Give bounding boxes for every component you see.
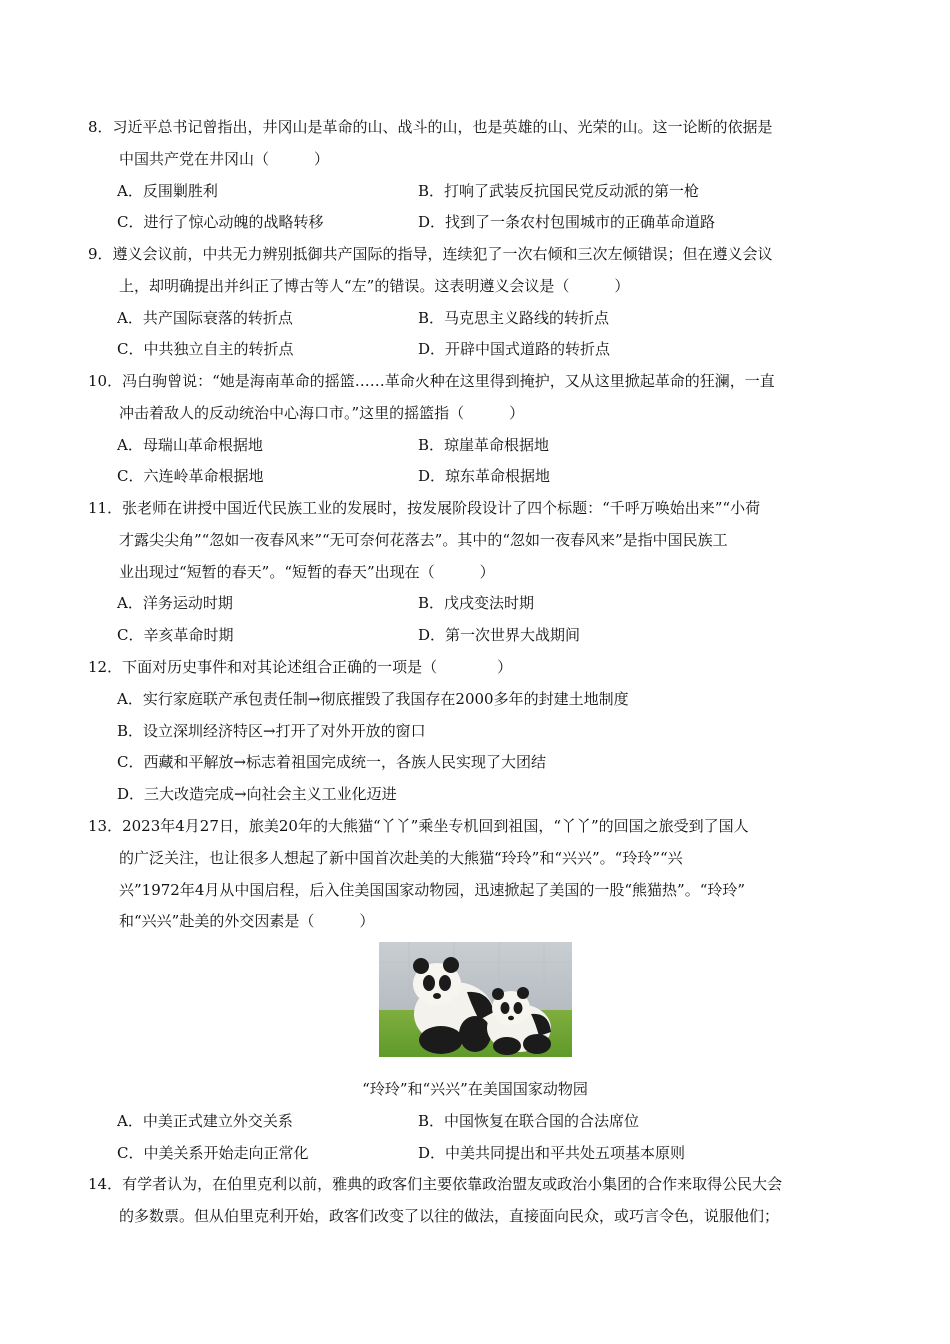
option-b[interactable]: B．设立深圳经济特区→打开了对外开放的窗口 xyxy=(117,721,426,740)
option-c[interactable]: C．中美关系开始走向正常化 xyxy=(117,1143,309,1162)
panda-photo xyxy=(379,942,572,1057)
option-row xyxy=(88,1106,858,1138)
option-row xyxy=(88,303,858,335)
question-12 xyxy=(88,652,858,811)
option-c[interactable]: C．西藏和平解放→标志着祖国完成统一，各族人民实现了大团结 xyxy=(117,753,547,772)
question-stem: 业出现过“短暂的春天”。“短暂的春天”出现在（ ） xyxy=(119,562,495,581)
option-a[interactable]: A．实行家庭联产承包责任制→彻底摧毁了我国存在2000多年的封建土地制度 xyxy=(117,689,629,708)
option-a[interactable]: A．洋务运动时期 xyxy=(117,594,233,613)
option-row xyxy=(88,588,858,620)
question-8 xyxy=(88,112,858,239)
question-stem: 中国共产党在井冈山（ ） xyxy=(119,149,330,168)
question-stem: 8．习近平总书记曾指出，井冈山是革命的山、战斗的山，也是英雄的山、光荣的山。这一论断的依据是 xyxy=(88,118,773,136)
option-c[interactable]: C．进行了惊心动魄的战略转移 xyxy=(117,213,324,232)
option-b[interactable]: B．戊戌变法时期 xyxy=(418,594,535,613)
option-c[interactable]: C．辛亥革命时期 xyxy=(117,626,234,645)
question-stem: 14．有学者认为，在伯里克利以前，雅典的政客们主要依靠政治盟友或政治小集团的合作来取得公民大会 xyxy=(88,1175,783,1193)
option-d[interactable]: D．三大改造完成→向社会主义工业化迈进 xyxy=(117,785,397,804)
option-row xyxy=(88,334,858,366)
question-stem: 9．遵义会议前，中共无力辨别抵御共产国际的指导，连续犯了一次右倾和三次左倾错误；但在遵义会议 xyxy=(88,245,773,263)
option-d[interactable]: D．第一次世界大战期间 xyxy=(418,626,581,645)
option-row xyxy=(88,716,858,748)
option-row xyxy=(88,207,858,239)
option-a[interactable]: A．母瑞山革命根据地 xyxy=(117,435,263,454)
question-10 xyxy=(88,366,858,493)
question-11 xyxy=(88,493,858,652)
question-stem: 10．冯白驹曾说：“她是海南革命的摇篮……革命火种在这里得到掩护，又从这里掀起革命的狂澜，一直 xyxy=(88,372,775,390)
option-d[interactable]: D．中美共同提出和平共处五项基本原则 xyxy=(418,1143,686,1162)
question-9 xyxy=(88,239,858,366)
option-d[interactable]: D．找到了一条农村包围城市的正确革命道路 xyxy=(418,213,716,232)
option-c[interactable]: C．六连岭革命根据地 xyxy=(117,467,264,486)
photo-caption: “玲玲”和“兴兴”在美国国家动物园 xyxy=(362,1080,588,1098)
question-stem: 的多数票。但从伯里克利开始，政客们改变了以往的做法，直接面向民众，或巧言令色，说服他们； xyxy=(119,1206,780,1225)
option-row xyxy=(88,430,858,462)
option-a[interactable]: A．反围剿胜利 xyxy=(117,181,218,200)
option-b[interactable]: B．琼崖革命根据地 xyxy=(418,435,550,454)
question-stem: 上，却明确提出并纠正了博古等人“左”的错误。这表明遵义会议是（ ） xyxy=(119,276,630,295)
question-stem: 13．2023年4月27日，旅美20年的大熊猫“丫丫”乘坐专机回到祖国，“丫丫”的回国之旅受到了国人 xyxy=(88,817,749,835)
question-stem: 才露尖尖角”“忽如一夜春风来”“无可奈何花落去”。其中的“忽如一夜春风来”是指中国民族工 xyxy=(119,530,728,549)
question-stem: 兴”1972年4月从中国启程，后入住美国国家动物园，迅速掀起了美国的一股“熊猫热”。“玲玲” xyxy=(119,880,746,899)
question-14 xyxy=(88,1169,858,1233)
option-row xyxy=(88,684,858,716)
question-stem: 的广泛关注，也让很多人想起了新中国首次赴美的大熊猫“玲玲”和“兴兴”。“玲玲”“兴 xyxy=(119,848,683,867)
option-c[interactable]: C．中共独立自主的转折点 xyxy=(117,340,294,359)
option-a[interactable]: A．共产国际衰落的转折点 xyxy=(117,308,293,327)
option-row xyxy=(88,176,858,208)
option-row xyxy=(88,747,858,779)
question-13-options xyxy=(88,1106,858,1170)
question-stem: 冲击着敌人的反动统治中心海口市。”这里的摇篮指（ ） xyxy=(119,403,525,422)
option-d[interactable]: D．开辟中国式道路的转折点 xyxy=(418,340,611,359)
question-stem: 11．张老师在讲授中国近代民族工业的发展时，按发展阶段设计了四个标题：“千呼万唤始出来”“小荷 xyxy=(88,499,761,517)
option-a[interactable]: A．中美正式建立外交关系 xyxy=(117,1112,293,1130)
option-d[interactable]: D．琼东革命根据地 xyxy=(418,467,551,486)
option-row xyxy=(88,620,858,652)
question-13 xyxy=(88,811,858,938)
question-stem: 12．下面对历史事件和对其论述组合正确的一项是（ ） xyxy=(88,658,513,676)
option-row xyxy=(88,1138,858,1170)
option-row xyxy=(88,461,858,493)
option-b[interactable]: B．打响了武装反抗国民党反动派的第一枪 xyxy=(418,181,700,200)
option-row xyxy=(88,779,858,811)
option-b[interactable]: B．中国恢复在联合国的合法席位 xyxy=(418,1112,640,1130)
question-stem: 和“兴兴”赴美的外交因素是（ ） xyxy=(119,912,375,931)
option-b[interactable]: B．马克思主义路线的转折点 xyxy=(418,308,610,327)
